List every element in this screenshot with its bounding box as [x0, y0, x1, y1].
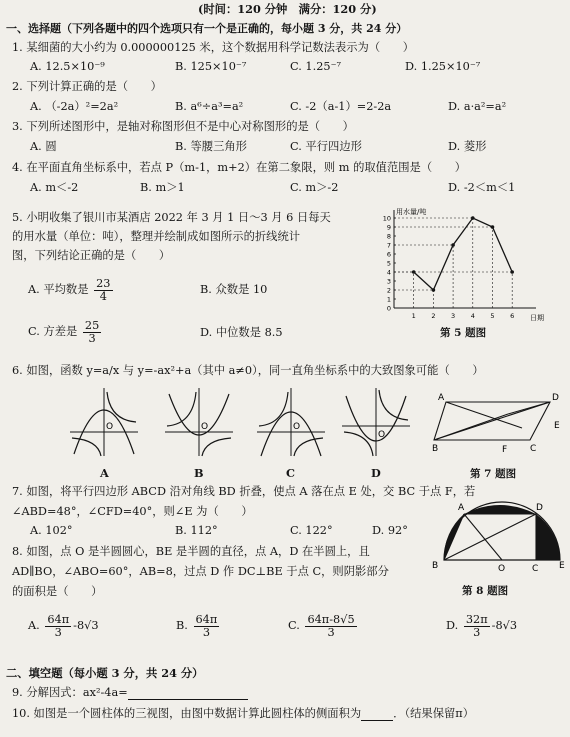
y-tick-label: 9 — [386, 223, 391, 232]
q5-option-a-fraction — [94, 278, 112, 303]
y-tick-label: 2 — [386, 286, 391, 295]
data-point — [432, 288, 436, 292]
svg-text:O: O — [378, 430, 386, 440]
q5-caption: 第 5 题图 — [440, 327, 487, 339]
svg-text:O: O — [293, 422, 301, 432]
q8-option-a-fraction — [45, 614, 71, 639]
q8-option-a — [28, 612, 99, 640]
data-point — [471, 216, 475, 220]
q8-option-a-tail: -8√3 — [73, 619, 99, 632]
y-tick-label: 7 — [386, 241, 391, 250]
y-tick-label: 10 — [382, 214, 391, 223]
q8-stem-line2: AD∥BO，∠ABO=60°，AB=8，过点 D 作 DC⊥BE 于点 C，则阴影部分 — [12, 565, 389, 578]
q5-option-c — [28, 318, 103, 346]
q5-line-chart — [372, 204, 562, 324]
x-tick-label: 1 — [411, 312, 416, 320]
q3-option-c: C. 平行四边形 — [290, 140, 362, 153]
q8-figure — [432, 488, 566, 572]
q8-option-d-prefix: D. — [446, 619, 459, 632]
q8-option-b — [176, 612, 221, 640]
y-tick-label: 3 — [386, 277, 391, 286]
q5-stem-line2: 的用水量（单位：吨），整理并绘制成如图所示的折线统计 — [12, 230, 301, 243]
x-tick-label: 6 — [510, 312, 515, 320]
q6-graph-d — [340, 386, 412, 458]
q6-graph-c — [255, 386, 327, 458]
data-point — [412, 270, 416, 274]
q8-b-numerator: 64π — [195, 612, 218, 626]
q6-graph-b — [163, 386, 235, 458]
y-tick-label: 5 — [386, 259, 391, 268]
q5-option-b: B. 众数是 10 — [200, 283, 268, 296]
q1-option-a: A. 12.5×10⁻⁹ — [30, 60, 105, 73]
q8-option-b-prefix: B. — [176, 619, 188, 632]
q4-option-a: A. m＜-2 — [30, 181, 79, 194]
q5-option-d: D. 中位数是 8.5 — [200, 326, 283, 339]
x-tick-label: 3 — [451, 312, 456, 320]
q8-d-numerator: 32π — [465, 612, 488, 626]
q7-figure — [432, 388, 564, 466]
data-point — [451, 243, 455, 247]
fig7-label-a: A — [438, 393, 445, 403]
q5-stem-line3: 图，下列结论正确的是（ ） — [12, 249, 171, 262]
q8-option-b-fraction — [194, 614, 220, 639]
fig7-label-d: D — [552, 393, 559, 403]
q2-option-d: D. a·a²=a² — [448, 100, 507, 113]
q5-a-denominator: 4 — [99, 289, 107, 303]
q8-option-d-tail: -8√3 — [491, 619, 518, 632]
q5-a-numerator: 23 — [96, 276, 111, 290]
q1-stem: 1. 某细菌的大小约为 0.000000125 米，这个数据用科学记数法表示为（ ） — [12, 41, 415, 54]
q3-stem: 3. 下列所述图形中，是轴对称图形但不是中心对称图形的是（ ） — [12, 120, 354, 133]
fig7-label-e: E — [554, 421, 560, 431]
q5-c-numerator: 25 — [84, 318, 100, 332]
q7-option-d: D. 92° — [372, 524, 408, 537]
q6-label-c: C — [286, 466, 295, 480]
q7-option-a: A. 102° — [30, 524, 73, 537]
q7-stem-line1: 7. 如图，将平行四边形 ABCD 沿对角线 BD 折叠，使点 A 落在点 E 处，交 BC 于点 F，若 — [12, 485, 476, 498]
x-tick-label: 5 — [490, 312, 495, 320]
q8-b-denominator: 3 — [202, 625, 210, 639]
q7-stem-line2: ∠ABD=48°，∠CFD=40°，则∠E 为（ ） — [12, 505, 253, 518]
q8-c-denominator: 3 — [327, 625, 335, 639]
q8-c-numerator: 64π-8√5 — [307, 612, 355, 626]
q3-option-b: B. 等腰三角形 — [175, 140, 247, 153]
q5-option-a — [28, 276, 115, 304]
q8-stem-line1: 8. 如图，点 O 是半圆圆心，BE 是半圆的直径，点 A，D 在半圆上，且 — [12, 545, 370, 558]
fig8-label-d: D — [536, 503, 543, 513]
x-tick-label: 4 — [470, 312, 475, 320]
q8-option-c-prefix: C. — [288, 619, 300, 632]
fig7-label-f: F — [502, 445, 508, 455]
q6-label-a: A — [100, 466, 109, 480]
fig8-label-e: E — [559, 561, 565, 571]
q2-option-c: C. -2（a-1）=2-2a — [290, 100, 392, 113]
y-axis-label: 用水量/吨 — [396, 208, 427, 216]
svg-text:O: O — [201, 422, 209, 432]
y-tick-label: 1 — [386, 295, 391, 304]
q4-option-d: D. -2＜m＜1 — [448, 181, 516, 194]
series-line — [414, 218, 512, 290]
q3-option-d: D. 菱形 — [448, 140, 487, 153]
q1-option-b: B. 125×10⁻⁷ — [175, 60, 247, 73]
q7-caption: 第 7 题图 — [470, 468, 517, 480]
q2-option-a: A. （-2a）²=2a² — [30, 100, 119, 113]
q9-answer-blank — [128, 687, 248, 700]
q6-label-b: B — [194, 466, 204, 480]
q8-a-numerator: 64π — [47, 612, 70, 626]
q1-option-d: D. 1.25×10⁻⁷ — [405, 60, 481, 73]
q8-option-c-fraction — [305, 614, 356, 639]
q5-c-denominator: 3 — [88, 331, 96, 345]
q4-option-c: C. m＞-2 — [290, 181, 339, 194]
q1-option-c: C. 1.25⁻⁷ — [290, 60, 342, 73]
x-tick-label: 2 — [431, 312, 436, 320]
q6-graph-a — [68, 386, 140, 458]
q8-stem-line3: 的面积是（ ） — [12, 585, 103, 598]
fig7-label-b: B — [432, 444, 439, 454]
q5-stem-line1: 5. 小明收集了银川市某酒店 2022 年 3 月 1 日～3 月 6 日每天 — [12, 211, 331, 224]
x-axis-label: 日期 — [530, 314, 544, 322]
q6-stem: 6. 如图，函数 y=a/x 与 y=-ax²+a（其中 a≠0），同一直角坐标系中的大致图象可能（ ） — [12, 364, 484, 377]
q8-option-a-prefix: A. — [28, 619, 40, 632]
q4-option-b: B. m＞1 — [140, 181, 185, 194]
section2-title: 二、填空题（每小题 3 分，共 24 分） — [6, 666, 204, 680]
q8-option-c — [288, 612, 359, 640]
q7-option-b: B. 112° — [175, 524, 218, 537]
q9-stem-text: 9. 分解因式：ax²-4a= — [12, 686, 128, 699]
q5-option-c-prefix: C. 方差是 — [28, 325, 78, 338]
q8-option-d-fraction — [464, 614, 490, 639]
q8-d-denominator: 3 — [473, 625, 481, 639]
q2-stem: 2. 下列计算正确的是（ ） — [12, 80, 162, 93]
y-tick-label: 8 — [386, 232, 391, 241]
header-time-score: (时间：120 分钟 满分：120 分) — [198, 2, 377, 16]
q9-stem — [12, 686, 248, 700]
q2-option-b: B. a⁶÷a³=a² — [175, 100, 244, 113]
q10-stem-text: 10. 如图是一个圆柱体的三视图，由图中数据计算此圆柱体的侧面积为 — [12, 707, 362, 720]
data-point — [510, 270, 514, 274]
y-tick-label: 4 — [386, 268, 391, 277]
q10-stem-tail: ．（结果保留π） — [393, 707, 475, 720]
fig8-label-a: A — [458, 503, 465, 513]
q10-answer-blank — [361, 708, 393, 721]
q8-option-d — [446, 612, 517, 640]
q6-label-d: D — [371, 466, 381, 480]
section1-title: 一、选择题（下列各题中的四个选项只有一个是正确的，每小题 3 分，共 24 分） — [6, 22, 408, 35]
fig8-label-o: O — [498, 564, 506, 572]
q4-stem: 4. 在平面直角坐标系中，若点 P（m-1，m+2）在第二象限，则 m 的取值范围是（ ） — [12, 161, 467, 174]
data-point — [491, 225, 495, 229]
svg-text:O: O — [106, 422, 114, 432]
fig8-label-c: C — [532, 564, 539, 572]
q8-caption: 第 8 题图 — [462, 585, 509, 597]
q3-option-a: A. 圆 — [30, 140, 57, 153]
fig7-label-c: C — [530, 444, 537, 454]
q8-a-denominator: 3 — [54, 625, 62, 639]
q5-option-a-prefix: A. 平均数是 — [28, 283, 89, 296]
y-tick-label: 6 — [386, 250, 391, 259]
q5-option-c-fraction — [83, 320, 101, 345]
fig8-label-b: B — [432, 561, 439, 571]
y-tick-label: 0 — [386, 304, 391, 313]
q10-stem — [12, 707, 474, 721]
q7-option-c: C. 122° — [290, 524, 333, 537]
